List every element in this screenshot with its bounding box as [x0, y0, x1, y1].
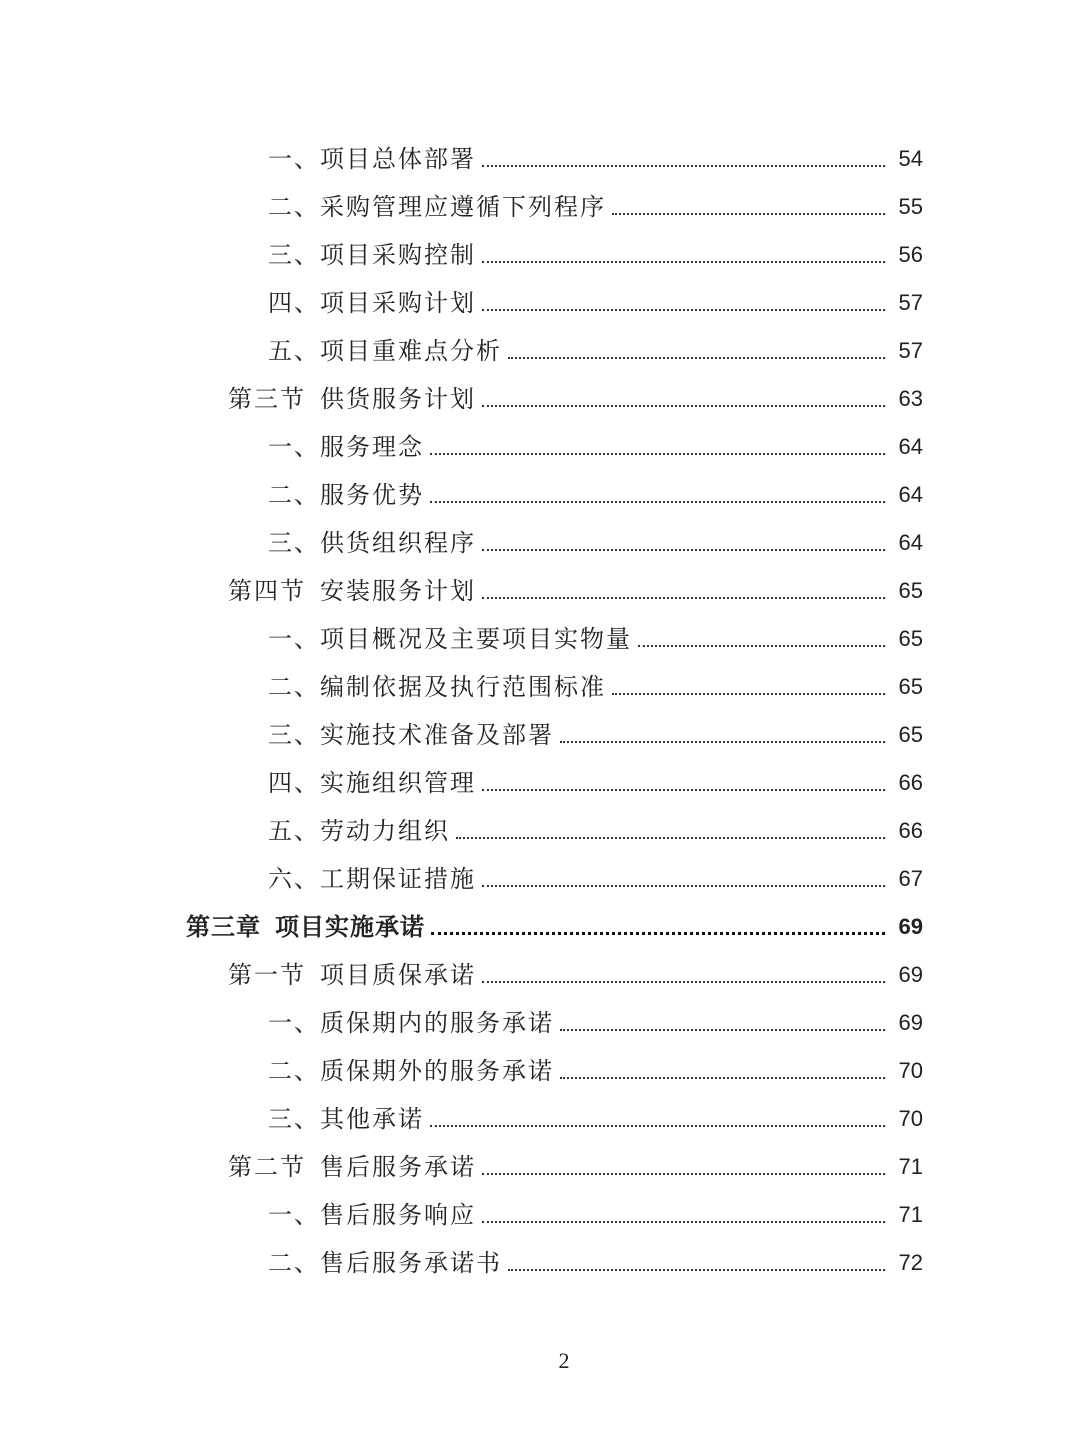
toc-entry-text — [268, 242, 476, 268]
toc-page-number: 65 — [898, 674, 923, 699]
toc-entry-label: 一、 — [268, 1009, 320, 1037]
toc-chapter-entry[interactable] — [0, 900, 1080, 948]
dot-leader — [482, 549, 885, 551]
toc-entry-text — [186, 914, 425, 940]
dot-leader — [430, 501, 885, 503]
toc-entry-title: 项目质保承诺 — [320, 961, 476, 989]
toc-entry-label: 第四节 — [228, 577, 306, 605]
toc-entry-text — [268, 194, 606, 220]
dot-leader — [560, 741, 885, 743]
toc-entry-label: 六、 — [268, 865, 320, 893]
toc-subsection-entry[interactable] — [0, 324, 1080, 372]
toc-entry-title: 工期保证措施 — [320, 865, 476, 893]
toc-page-number: 70 — [898, 1106, 923, 1131]
toc-entry-text — [268, 1202, 476, 1228]
toc-entry-title: 售后服务承诺 — [320, 1153, 476, 1181]
dot-leader — [430, 1125, 885, 1127]
dot-leader — [612, 693, 885, 695]
toc-entry-title: 质保期外的服务承诺 — [320, 1057, 554, 1085]
dot-leader — [482, 597, 885, 599]
toc-subsection-entry[interactable] — [0, 1188, 1080, 1236]
toc-entry-label: 一、 — [268, 1201, 320, 1229]
toc-page-number: 64 — [898, 434, 923, 459]
toc-entry-text — [228, 386, 476, 412]
toc-entry-label: 第三节 — [228, 385, 306, 413]
toc-page-number: 65 — [898, 722, 923, 747]
toc-entry-text — [268, 1250, 502, 1276]
toc-entry-text — [268, 626, 632, 652]
toc-entry-title: 编制依据及执行范围标准 — [320, 673, 606, 701]
toc-page-number: 66 — [898, 818, 923, 843]
toc-page-number: 57 — [898, 290, 923, 315]
toc-entry-label: 一、 — [268, 625, 320, 653]
toc-entry-title: 安装服务计划 — [320, 577, 476, 605]
toc-entry-title: 项目重难点分析 — [320, 337, 502, 365]
toc-page-number: 54 — [898, 146, 923, 171]
toc-entry-text — [268, 290, 476, 316]
toc-entry-title: 供货服务计划 — [320, 385, 476, 413]
toc-page-number: 69 — [898, 1010, 923, 1035]
toc-entry-text — [268, 530, 476, 556]
toc-page-number: 69 — [898, 962, 923, 987]
toc-subsection-entry[interactable] — [0, 756, 1080, 804]
toc-page-number: 55 — [898, 194, 923, 219]
toc-entry-label: 二、 — [268, 481, 320, 509]
toc-entry-label: 二、 — [268, 1057, 320, 1085]
toc-entry-title: 采购管理应遵循下列程序 — [320, 193, 606, 221]
toc-page-number: 71 — [898, 1202, 923, 1227]
toc-entry-text — [268, 146, 476, 172]
toc-entry-title: 项目实施承诺 — [275, 912, 425, 941]
toc-entry-text — [268, 1106, 424, 1132]
toc-section-entry[interactable] — [0, 1140, 1080, 1188]
toc-entry-title: 项目总体部署 — [320, 145, 476, 173]
toc-entry-label: 一、 — [268, 145, 320, 173]
dot-leader — [456, 837, 885, 839]
toc-page-number: 69 — [898, 914, 923, 939]
toc-entry-text — [268, 1058, 554, 1084]
toc-entry-label: 五、 — [268, 817, 320, 845]
toc-entry-title: 售后服务承诺书 — [320, 1249, 502, 1277]
toc-subsection-entry[interactable] — [0, 708, 1080, 756]
toc-entry-text — [268, 722, 554, 748]
toc-entry-label: 四、 — [268, 289, 320, 317]
toc-entry-title: 质保期内的服务承诺 — [320, 1009, 554, 1037]
toc-entry-title: 服务优势 — [320, 481, 424, 509]
dot-leader — [482, 309, 885, 311]
toc-subsection-entry[interactable] — [0, 852, 1080, 900]
dot-leader — [430, 453, 885, 455]
toc-subsection-entry[interactable] — [0, 468, 1080, 516]
toc-page-number: 71 — [898, 1154, 923, 1179]
toc-entry-title: 实施组织管理 — [320, 769, 476, 797]
toc-entry-title: 项目采购计划 — [320, 289, 476, 317]
dot-leader — [482, 1173, 885, 1175]
toc-subsection-entry[interactable] — [0, 228, 1080, 276]
toc-page-number: 67 — [898, 866, 923, 891]
toc-section-entry[interactable] — [0, 948, 1080, 996]
toc-entry-text — [228, 578, 476, 604]
toc-entry-label: 三、 — [268, 1105, 320, 1133]
dot-leader — [482, 261, 885, 263]
page-number-footer: 2 — [558, 1348, 570, 1373]
toc-subsection-entry[interactable] — [0, 1236, 1080, 1284]
toc-subsection-entry[interactable] — [0, 1044, 1080, 1092]
toc-entry-text — [268, 866, 476, 892]
dot-leader — [508, 357, 885, 359]
toc-entry-label: 二、 — [268, 1249, 320, 1277]
toc-page-number: 63 — [898, 386, 923, 411]
toc-entry-label: 三、 — [268, 529, 320, 557]
toc-page-number: 57 — [898, 338, 923, 363]
dot-leader — [482, 405, 885, 407]
toc-entry-title: 实施技术准备及部署 — [320, 721, 554, 749]
toc-entry-text — [268, 434, 424, 460]
dot-leader — [482, 1221, 885, 1223]
toc-entry-label: 一、 — [268, 433, 320, 461]
dot-leader — [612, 213, 885, 215]
toc-entry-title: 其他承诺 — [320, 1105, 424, 1133]
toc-page-number: 64 — [898, 482, 923, 507]
toc-entry-label: 二、 — [268, 673, 320, 701]
toc-entry-title: 劳动力组织 — [320, 817, 450, 845]
toc-page-number: 65 — [898, 578, 923, 603]
toc-page-number: 72 — [898, 1250, 923, 1275]
toc-entry-title: 供货组织程序 — [320, 529, 476, 557]
dot-leader — [508, 1269, 885, 1271]
toc-page-number: 65 — [898, 626, 923, 651]
toc-entry-text — [228, 962, 476, 988]
dot-leader — [482, 981, 885, 983]
toc-entry-label: 第三章 — [186, 912, 261, 941]
toc-subsection-entry[interactable] — [0, 996, 1080, 1044]
toc-subsection-entry[interactable] — [0, 276, 1080, 324]
toc-entry-text — [268, 818, 450, 844]
toc-page-number: 66 — [898, 770, 923, 795]
toc-section-entry[interactable] — [0, 372, 1080, 420]
dot-leader — [482, 885, 885, 887]
toc-entry-title: 售后服务响应 — [320, 1201, 476, 1229]
table-of-contents — [0, 132, 1080, 1284]
toc-entry-text — [228, 1154, 476, 1180]
toc-entry-text — [268, 1010, 554, 1036]
toc-section-entry[interactable] — [0, 564, 1080, 612]
toc-entry-label: 四、 — [268, 769, 320, 797]
dot-leader — [482, 165, 885, 167]
toc-subsection-entry[interactable] — [0, 180, 1080, 228]
toc-entry-title: 服务理念 — [320, 433, 424, 461]
toc-entry-title: 项目采购控制 — [320, 241, 476, 269]
dot-leader — [431, 932, 885, 935]
toc-entry-text — [268, 674, 606, 700]
toc-entry-text — [268, 482, 424, 508]
toc-entry-title: 项目概况及主要项目实物量 — [320, 625, 632, 653]
toc-entry-label: 第一节 — [228, 961, 306, 989]
dot-leader — [638, 645, 885, 647]
toc-subsection-entry[interactable] — [0, 516, 1080, 564]
toc-subsection-entry[interactable] — [0, 1092, 1080, 1140]
toc-entry-label: 二、 — [268, 193, 320, 221]
toc-page-number: 70 — [898, 1058, 923, 1083]
dot-leader — [560, 1077, 885, 1079]
toc-entry-text — [268, 338, 502, 364]
toc-entry-text — [268, 770, 476, 796]
toc-entry-label: 三、 — [268, 721, 320, 749]
toc-entry-label: 五、 — [268, 337, 320, 365]
toc-entry-label: 三、 — [268, 241, 320, 269]
toc-subsection-entry[interactable] — [0, 660, 1080, 708]
dot-leader — [482, 789, 885, 791]
toc-page-number: 56 — [898, 242, 923, 267]
toc-subsection-entry[interactable] — [0, 132, 1080, 180]
toc-subsection-entry[interactable] — [0, 804, 1080, 852]
toc-page-number: 64 — [898, 530, 923, 555]
dot-leader — [560, 1029, 885, 1031]
toc-entry-label: 第二节 — [228, 1153, 306, 1181]
toc-subsection-entry[interactable] — [0, 420, 1080, 468]
toc-subsection-entry[interactable] — [0, 612, 1080, 660]
